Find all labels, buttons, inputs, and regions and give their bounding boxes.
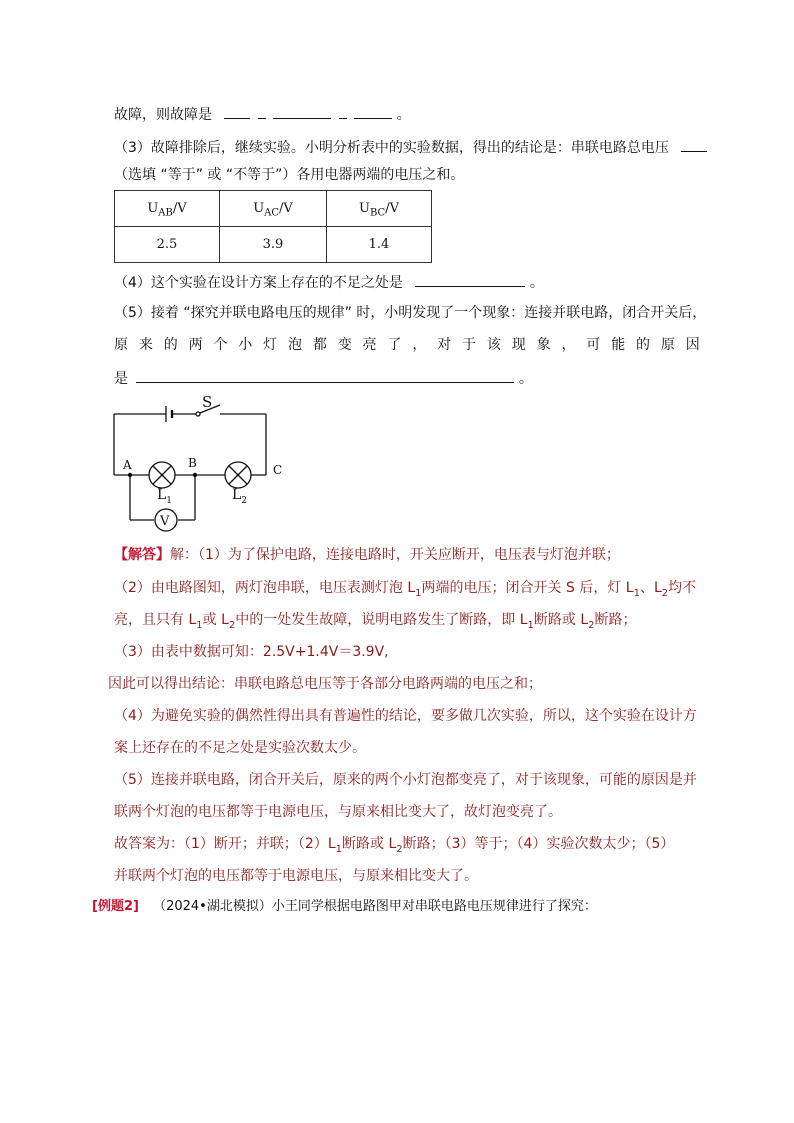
q5-char: ， bbox=[412, 337, 427, 353]
circuit-diagram bbox=[108, 392, 298, 542]
q5-char: 小 bbox=[238, 337, 253, 353]
point-c-label: C bbox=[273, 463, 283, 477]
answer-p1 bbox=[114, 546, 620, 564]
point-a-label: A bbox=[123, 458, 132, 472]
answer-blank bbox=[224, 104, 250, 119]
q5-char: 现 bbox=[511, 337, 526, 353]
q4-line bbox=[114, 272, 544, 292]
table-cell: 3.9 bbox=[220, 227, 327, 263]
answer-final-line2: 并联两个灯泡的电压都等于电源电压，与原来相比变大了。 bbox=[114, 868, 478, 884]
q5-char: 象 bbox=[536, 337, 551, 353]
q2-tail-text: 故障，则故障是 bbox=[114, 107, 212, 123]
q5-line3-end: 。 bbox=[518, 371, 533, 387]
junction-a bbox=[128, 473, 132, 477]
answer-p4-line2: 案上还存在的不足之处是实验次数太少。 bbox=[114, 740, 366, 756]
q5-char: 个 bbox=[213, 337, 228, 353]
q3-line1 bbox=[114, 137, 707, 157]
answer-p2-line1: （2）由电路图知，两灯泡串联，电压表测灯泡 $L_1$两端的电压；闭合开关 S 后，灯 $L_1$、$L_2$均不 bbox=[114, 580, 697, 599]
q5-char: 能 bbox=[611, 337, 626, 353]
q4-text: （4）这个实验在设计方案上存在的不足之处是 bbox=[114, 275, 403, 291]
q5-char: 该 bbox=[486, 337, 501, 353]
table-cell: 1.4 bbox=[327, 227, 432, 263]
q5-char: 原 bbox=[660, 337, 675, 353]
q5-char: 因 bbox=[685, 337, 700, 353]
q5-char: 泡 bbox=[288, 337, 303, 353]
table-header-cell: $U_{AB}/V$ bbox=[115, 191, 220, 227]
q5-line3 bbox=[114, 368, 533, 388]
voltage-table bbox=[114, 190, 432, 263]
switch-contact bbox=[196, 412, 200, 416]
answer-p5-line2: 联两个灯泡的电压都等于电源电压，与原来相比变大了，故灯泡变亮了。 bbox=[114, 804, 562, 820]
junction-b bbox=[193, 473, 197, 477]
q5-char: 灯 bbox=[263, 337, 278, 353]
answer-blank bbox=[273, 104, 331, 119]
q5-char: 变 bbox=[337, 337, 352, 353]
table-header-cell: $U_{AC}/V$ bbox=[220, 191, 327, 227]
switch-label: S bbox=[202, 393, 213, 411]
q5-char: 于 bbox=[462, 337, 477, 353]
q5-line3-text: 是 bbox=[114, 371, 128, 387]
table-cell: 2.5 bbox=[115, 227, 220, 263]
answer-blank bbox=[339, 104, 347, 119]
answer-blank bbox=[415, 272, 525, 287]
q5-line2 bbox=[114, 336, 700, 354]
point-b-label: B bbox=[188, 456, 197, 470]
lamp-l1-label: $L_1$ bbox=[157, 487, 173, 506]
q5-char: 来 bbox=[138, 337, 153, 353]
q5-char: 原 bbox=[114, 337, 128, 353]
q5-char: 的 bbox=[636, 337, 651, 353]
q4-end: 。 bbox=[529, 275, 544, 291]
answer-tag: 【解答】 bbox=[114, 547, 170, 563]
answer-p4-line1: （4）为避免实验的偶然性得出具有普遍性的结论，要多做几次实验，所以，这个实验在设计方 bbox=[114, 708, 697, 724]
q3-text: （3）故障排除后，继续实验。小明分析表中的实验数据，得出的结论是：串联电路总电压 bbox=[114, 140, 669, 156]
example2-line bbox=[92, 898, 597, 916]
q5-char: ， bbox=[561, 337, 576, 353]
answer-blank bbox=[354, 104, 392, 119]
answer-blank bbox=[681, 137, 707, 152]
answer-final-line1: 故答案为：（1）断开；并联；$(2)L_1$断路或 $L_2$断路；（3）等于；（4）实验次数太少；（5） bbox=[114, 836, 675, 855]
q5-char: 可 bbox=[586, 337, 601, 353]
answer-blank bbox=[258, 104, 266, 119]
table-header-row bbox=[115, 191, 432, 227]
q5-char: 的 bbox=[163, 337, 178, 353]
q2-tail-end: 。 bbox=[396, 107, 411, 123]
table-row bbox=[115, 227, 432, 263]
q5-char: 了 bbox=[387, 337, 402, 353]
answer-p2-line2: 亮，且只有 $L_1$或 $L_2$中的一处发生故障，说明电路发生了断路，即 $L_1$断路或 $L_2$断路； bbox=[114, 612, 637, 631]
example2-tag: [例题2] bbox=[92, 899, 139, 914]
q5-line1: （5）接着 “探究并联电路电压的规律” 时，小明发现了一个现象：连接并联电路，闭合开关后， bbox=[114, 305, 707, 321]
table-header-cell: $U_{BC}/V$ bbox=[327, 191, 432, 227]
answer-blank bbox=[136, 368, 514, 383]
q5-char: 亮 bbox=[362, 337, 377, 353]
voltmeter-label: V bbox=[160, 514, 170, 529]
q5-char: 两 bbox=[188, 337, 203, 353]
answer-p3-conclusion: 因此可以得出结论：串联电路总电压等于各部分电路两端的电压之和； bbox=[108, 676, 542, 692]
lamp-l2-label: $L_2$ bbox=[232, 487, 248, 506]
example2-text: （2024•湖北模拟）小王同学根据电路图甲对串联电路电压规律进行了探究： bbox=[153, 899, 597, 914]
answer-p5-line1: （5）连接并联电路，闭合开关后，原来的两个小灯泡都变亮了，对于该现象，可能的原因是并 bbox=[114, 772, 697, 788]
q5-char: 都 bbox=[312, 337, 327, 353]
q3-line2: （选填 “等于” 或 “不等于”）各用电器两端的电压之和。 bbox=[114, 167, 465, 183]
answer-p1-text: 解：（1）为了保护电路，连接电路时，开关应断开，电压表与灯泡并联； bbox=[170, 547, 620, 563]
q5-char: 对 bbox=[437, 337, 452, 353]
q2-tail-line bbox=[114, 104, 411, 124]
answer-p3: （3）由表中数据可知：2.5V+1.4V＝3.9V, bbox=[114, 644, 389, 660]
